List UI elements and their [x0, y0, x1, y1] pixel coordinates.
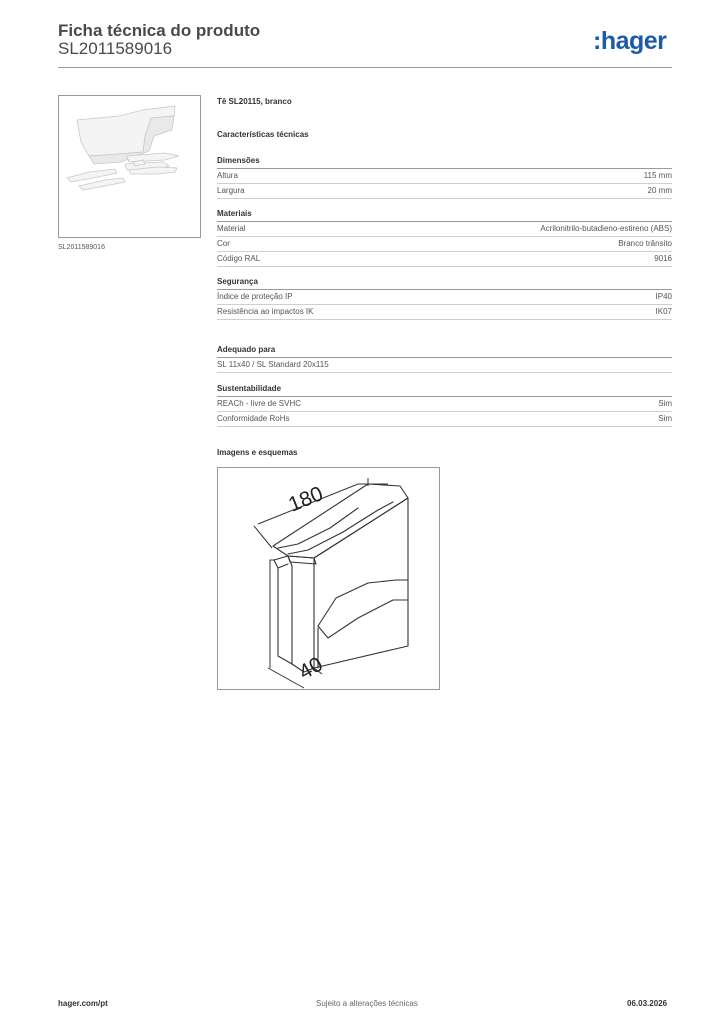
spec-label: SL 11x40 / SL Standard 20x115	[217, 360, 329, 369]
section-imagens	[217, 448, 672, 457]
spec-value: Sim	[658, 399, 672, 408]
spec-label: Largura	[217, 186, 245, 195]
spec-value: 9016	[654, 254, 672, 263]
spec-label: REACh - livre de SVHC	[217, 399, 302, 408]
dimension-label-180: 180	[285, 482, 327, 517]
footer-date: 06.03.2026	[627, 999, 668, 1008]
spec-row	[217, 412, 672, 427]
technical-drawing	[217, 467, 440, 690]
spec-label: Material	[217, 224, 246, 233]
spec-label: Índice de proteção IP	[217, 292, 293, 301]
section-sustentabilidade	[217, 384, 672, 427]
product-photo-icon	[59, 96, 200, 237]
spec-label: Resistência ao impactos IK	[217, 307, 314, 316]
spec-value: Branco trânsito	[618, 239, 672, 248]
spec-row	[217, 358, 672, 373]
spec-row	[217, 397, 672, 412]
spec-row	[217, 184, 672, 199]
spec-value: IK07	[655, 307, 672, 316]
section-heading: Características técnicas	[217, 130, 309, 139]
header-divider	[58, 67, 672, 68]
section-heading: Segurança	[217, 277, 258, 286]
spec-label: Código RAL	[217, 254, 261, 263]
product-name: Tê SL20115, branco	[217, 97, 292, 106]
hager-logo[interactable]: :hager	[593, 27, 667, 55]
spec-row	[217, 252, 672, 267]
section-dimensoes	[217, 156, 672, 199]
spec-value: Sim	[658, 414, 672, 423]
section-adequado	[217, 345, 672, 373]
section-seguranca	[217, 277, 672, 320]
page-title: Ficha técnica do produto	[58, 21, 261, 40]
product-reference: SL2011589016	[58, 39, 173, 58]
spec-value: IP40	[655, 292, 672, 301]
section-heading: Adequado para	[217, 345, 276, 354]
spec-row	[217, 222, 672, 237]
section-heading: Sustentabilidade	[217, 384, 282, 393]
footer-note: Sujeito a alterações técnicas	[316, 999, 418, 1008]
section-caracteristicas	[217, 130, 672, 139]
spec-value: 20 mm	[647, 186, 672, 195]
dimension-drawing-icon	[218, 468, 439, 689]
section-heading: Dimensões	[217, 156, 260, 165]
product-image	[58, 95, 201, 238]
footer-website-link[interactable]: hager.com/pt	[58, 999, 108, 1008]
section-heading: Materiais	[217, 209, 252, 218]
spec-label: Cor	[217, 239, 230, 248]
spec-row	[217, 169, 672, 184]
spec-value: 115 mm	[643, 171, 672, 180]
section-heading: Imagens e esquemas	[217, 448, 298, 457]
spec-label: Altura	[217, 171, 238, 180]
spec-row	[217, 237, 672, 252]
spec-label: Conformidade RoHs	[217, 414, 290, 423]
section-materiais	[217, 209, 672, 267]
dimension-label-40: 40	[295, 652, 327, 685]
spec-row	[217, 305, 672, 320]
spec-row	[217, 290, 672, 305]
product-image-caption: SL2011589016	[58, 244, 105, 251]
spec-value: Acrilonitrilo-butadieno-estireno (ABS)	[540, 224, 672, 233]
